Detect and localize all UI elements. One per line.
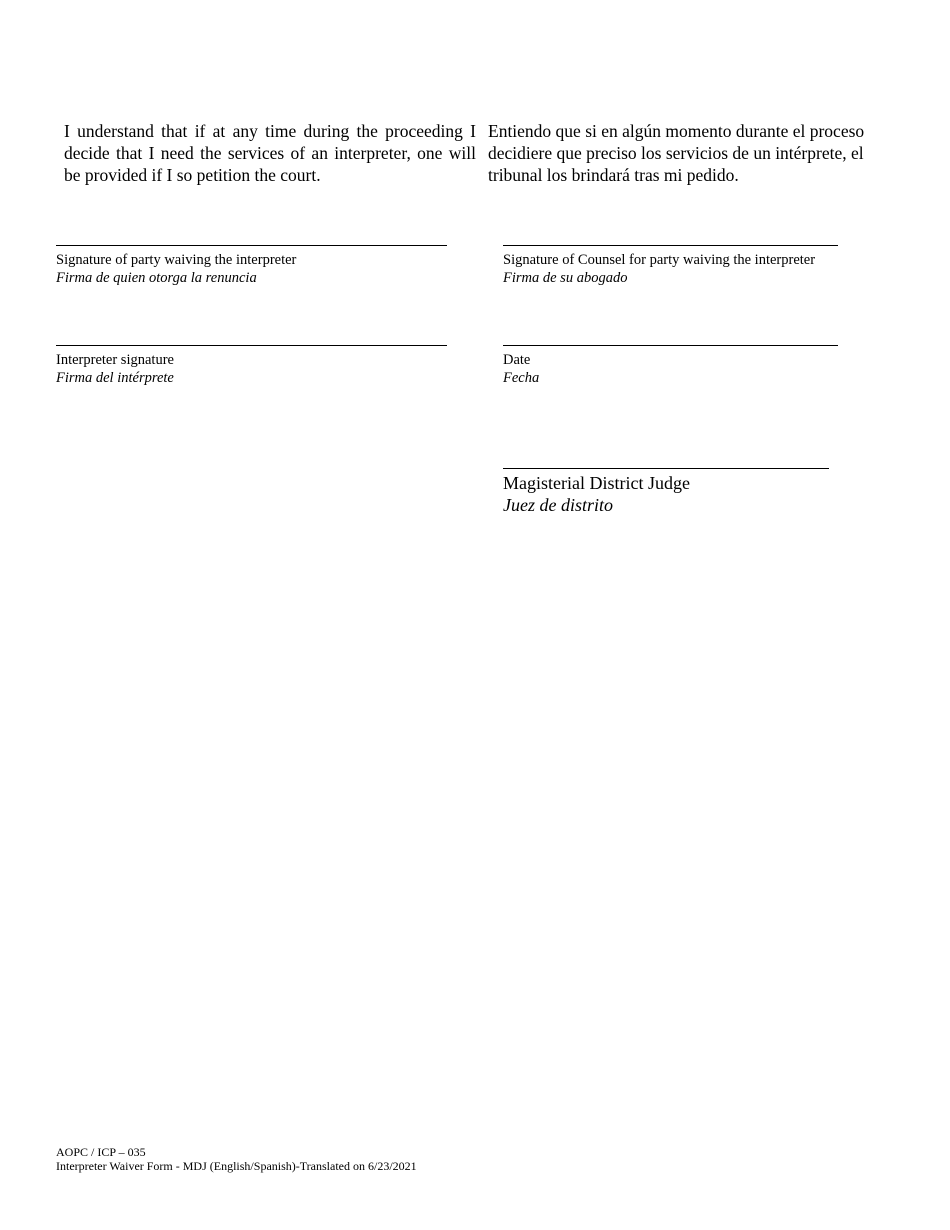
party-signature-label: Signature of party waiving the interpreter <box>56 252 297 268</box>
interpreter-signature-line[interactable] <box>56 345 447 346</box>
form-footer <box>56 1145 417 1173</box>
counsel-signature-label: Signature of Counsel for party waiving the interpreter <box>503 252 816 268</box>
statement-english: I understand that if at any time during the proceeding I decide that I need the services of an interpreter, one will be provided if I so petition the court. <box>64 121 476 185</box>
interpreter-signature-label-es: Firma del intérprete <box>56 370 174 386</box>
judge-signature-label: Magisterial District Judge <box>503 473 690 493</box>
judge-signature-line[interactable] <box>503 468 829 469</box>
statement-spanish: Entiendo que si en algún momento durante el proceso decidiere que preciso los servicios de un intérprete, el tribunal los brindará tras mi pedido. <box>488 121 865 185</box>
date-line[interactable] <box>503 345 838 346</box>
party-signature-label-es: Firma de quien otorga la renuncia <box>56 270 257 286</box>
judge-signature-label-es: Juez de distrito <box>503 495 613 515</box>
date-block <box>503 345 838 387</box>
interpreter-signature-label: Interpreter signature <box>56 352 174 368</box>
counsel-signature-label-es: Firma de su abogado <box>503 270 628 286</box>
date-label-es: Fecha <box>503 370 540 386</box>
counsel-signature-line[interactable] <box>503 245 838 246</box>
judge-signature-block <box>503 468 829 516</box>
party-signature-line[interactable] <box>56 245 447 246</box>
form-title: Interpreter Waiver Form - MDJ (English/Spanish)-Translated on 6/23/2021 <box>56 1159 417 1173</box>
party-signature-block <box>56 245 447 287</box>
counsel-signature-block <box>503 245 838 287</box>
form-code: AOPC / ICP – 035 <box>56 1145 146 1159</box>
interpreter-signature-block <box>56 345 447 387</box>
date-label: Date <box>503 352 531 368</box>
